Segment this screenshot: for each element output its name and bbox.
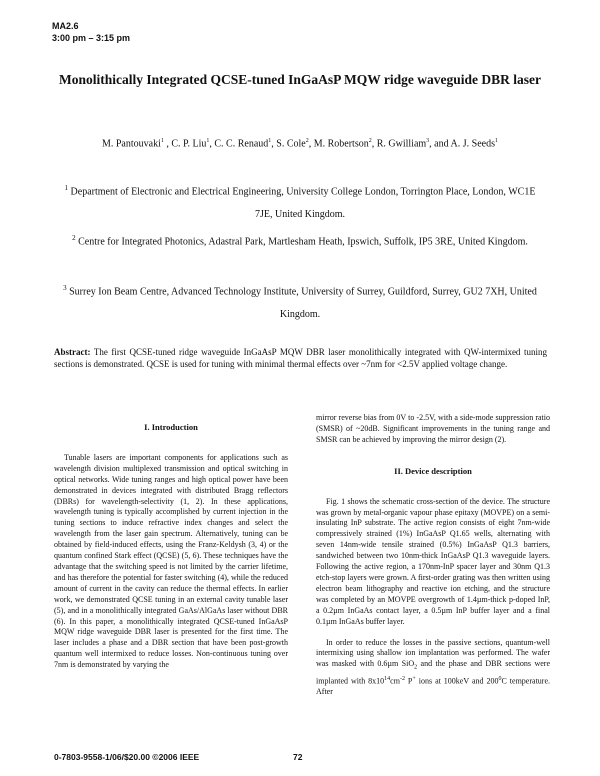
session-code: MA2.6 <box>52 21 79 31</box>
section-heading-device-description: II. Device description <box>394 465 472 476</box>
author-list <box>60 134 540 151</box>
author-name: , C. C. Renaud <box>209 138 269 150</box>
author-name: , S. Cole <box>271 138 306 150</box>
subscript: 2 <box>414 664 418 671</box>
superscript: -2 <box>399 675 405 682</box>
superscript: 0 <box>498 675 502 682</box>
text-run: cm <box>390 676 400 686</box>
footer-isbn: 0-7803-9558-1/06/$20.00 ©2006 IEEE <box>54 752 200 762</box>
author-affiliation-mark: 1 <box>495 138 499 144</box>
author-affiliation-mark: 1 <box>160 138 164 144</box>
left-column <box>54 422 288 681</box>
affiliation-text: Department of Electronic and Electrical Engineering, University College London, Torrington Place, London, WC1E 7JE, United Kingdom. <box>68 186 536 221</box>
affiliation-1 <box>60 177 540 226</box>
author-name: , R. Gwilliam <box>371 138 427 150</box>
affiliation-text: Surrey Ion Beam Centre, Advanced Technology Institute, University of Surrey, Guildford, Surrey, GU2 7XH, United Kingdom. <box>66 286 537 321</box>
abstract <box>54 347 547 370</box>
superscript: + <box>412 675 416 682</box>
author-name: , M. Robertson <box>308 138 369 150</box>
paragraph: Fig. 1 shows the schematic cross-section of the device. The structure was grown by metal-organic vapour phase epitaxy (MOVPE) on a semi-insulating InP substrate. The active region consists of eight 7nm-wide compressively strained (1%) InGaAsP Q1.65 wells, alternating with seven 14nm-wide tensile strained (0.5%) InGaAsP Q1.3 barriers, sandwiched between two 10nm-thick InGaAsP Q1.3 waveguide layers. Following the active region, a 170nm-InP spacer layer and 30nm Q1.3 etch-stop layers were grown. A first-order grating was then written using electron beam lithography and reactive ion etching, and the structure was completed by an MOVPE overgrowth of 1.4µm-thick p-doped InP, a 0.2µm InGaAs contact layer, a 0.5µm InP buffer layer and a final 0.1µm InGaAs buffer layer. <box>316 496 550 626</box>
paragraph: Tunable lasers are important components for applications such as wavelength division multiplexed transmission and optical switching in optical networks. Wide tuning ranges and high optical power have been demonstrated in devices integrated with distributed Bragg reflectors (DBRs) for wavelength-selectivity (1, 2). In these applications, wavelength tuning is typically accomplished by current injection in the tuning sections to induce refractive index changes and select the wavelength from the laser gain spectrum. Alternatively, tuning can be obtained by field-induced effects, using the Franz-Keldysh (3, 4) or the quantum confined Stark effect (QCSE) (5, 6). These techniques have the advantage that the switching speed is not limited by the carrier lifetime, and has therefore the potential for faster switching (4), while the reduced amount of current in the cavity can reduce the thermal effects. In earlier work, we demonstrated QCSE tuning in an external cavity tunable laser (5), and in a monolithically integrated GaAs/AlGaAs laser without DBR (6). In this paper, a monolithically integrated QCSE-tuned InGaAsP MQW ridge waveguide DBR laser is presented for the first time. The laser includes a phase and a DBR section that have been post-growth quantum well intermixed to reduce losses. Non-continuous tuning over 7nm is demonstrated by varying the <box>54 452 288 670</box>
affiliation-text: Centre for Integrated Photonics, Adastral Park, Martlesham Heath, Ipswich, Suffolk, IP5 3RE, United Kingdom. <box>75 236 528 248</box>
text-run: C temperature. After <box>316 676 551 697</box>
author-affiliation-mark: 1 <box>268 138 272 144</box>
abstract-text: The first QCSE-tuned ridge waveguide InGaAsP MQW DBR laser monolithically integrated with QW-intermixed tuning sections is demonstrated. QCSE is used for tuning with minimal thermal effects over ~7nm for <2.5V applied voltage change. <box>54 347 547 369</box>
right-column <box>316 413 550 708</box>
affiliation-number: 2 <box>72 234 76 242</box>
abstract-label: Abstract: <box>54 347 91 357</box>
author-name: M. Pantouvaki <box>101 138 161 150</box>
session-time: 3:00 pm – 3:15 pm <box>52 33 131 43</box>
text-run: ions at 100keV and 200 <box>415 676 499 686</box>
author-name: , C. P. Liu <box>163 138 207 150</box>
author-affiliation-mark: 2 <box>305 138 309 144</box>
text-run: P <box>404 676 413 686</box>
section-heading-introduction: I. Introduction <box>144 422 198 432</box>
paper-title: Monolithically Integrated QCSE-tuned InGaAsP MQW ridge waveguide DBR laser <box>58 72 541 87</box>
paragraph: mirror reverse bias from 0V to -2.5V, with a side-mode suppression ratio (SMSR) of ~20dB. Significant improvements in the tuning range and SMSR can be achieved by improving the mirror design (2). <box>316 413 550 444</box>
author-affiliation-mark: 2 <box>368 138 372 144</box>
affiliation-number: 1 <box>64 184 69 192</box>
paragraph <box>316 638 550 699</box>
author-name: , and A. J. Seeds <box>429 138 496 150</box>
text-run: In order to reduce the losses in the passive sections, quantum-well intermixing using shallow ion implantation was performed. The wafer was masked with 0.6µm SiO <box>316 637 550 669</box>
text-run: and the phase and DBR sections were implanted with 8x10 <box>316 659 551 686</box>
author-affiliation-mark: 3 <box>426 138 430 144</box>
page-number: 72 <box>293 752 303 762</box>
author-affiliation-mark: 1 <box>206 138 210 144</box>
affiliation-2 <box>60 227 540 253</box>
superscript: 14 <box>384 675 391 682</box>
affiliation-number: 3 <box>63 284 67 292</box>
session-info <box>52 20 130 44</box>
affiliation-3 <box>60 277 540 326</box>
